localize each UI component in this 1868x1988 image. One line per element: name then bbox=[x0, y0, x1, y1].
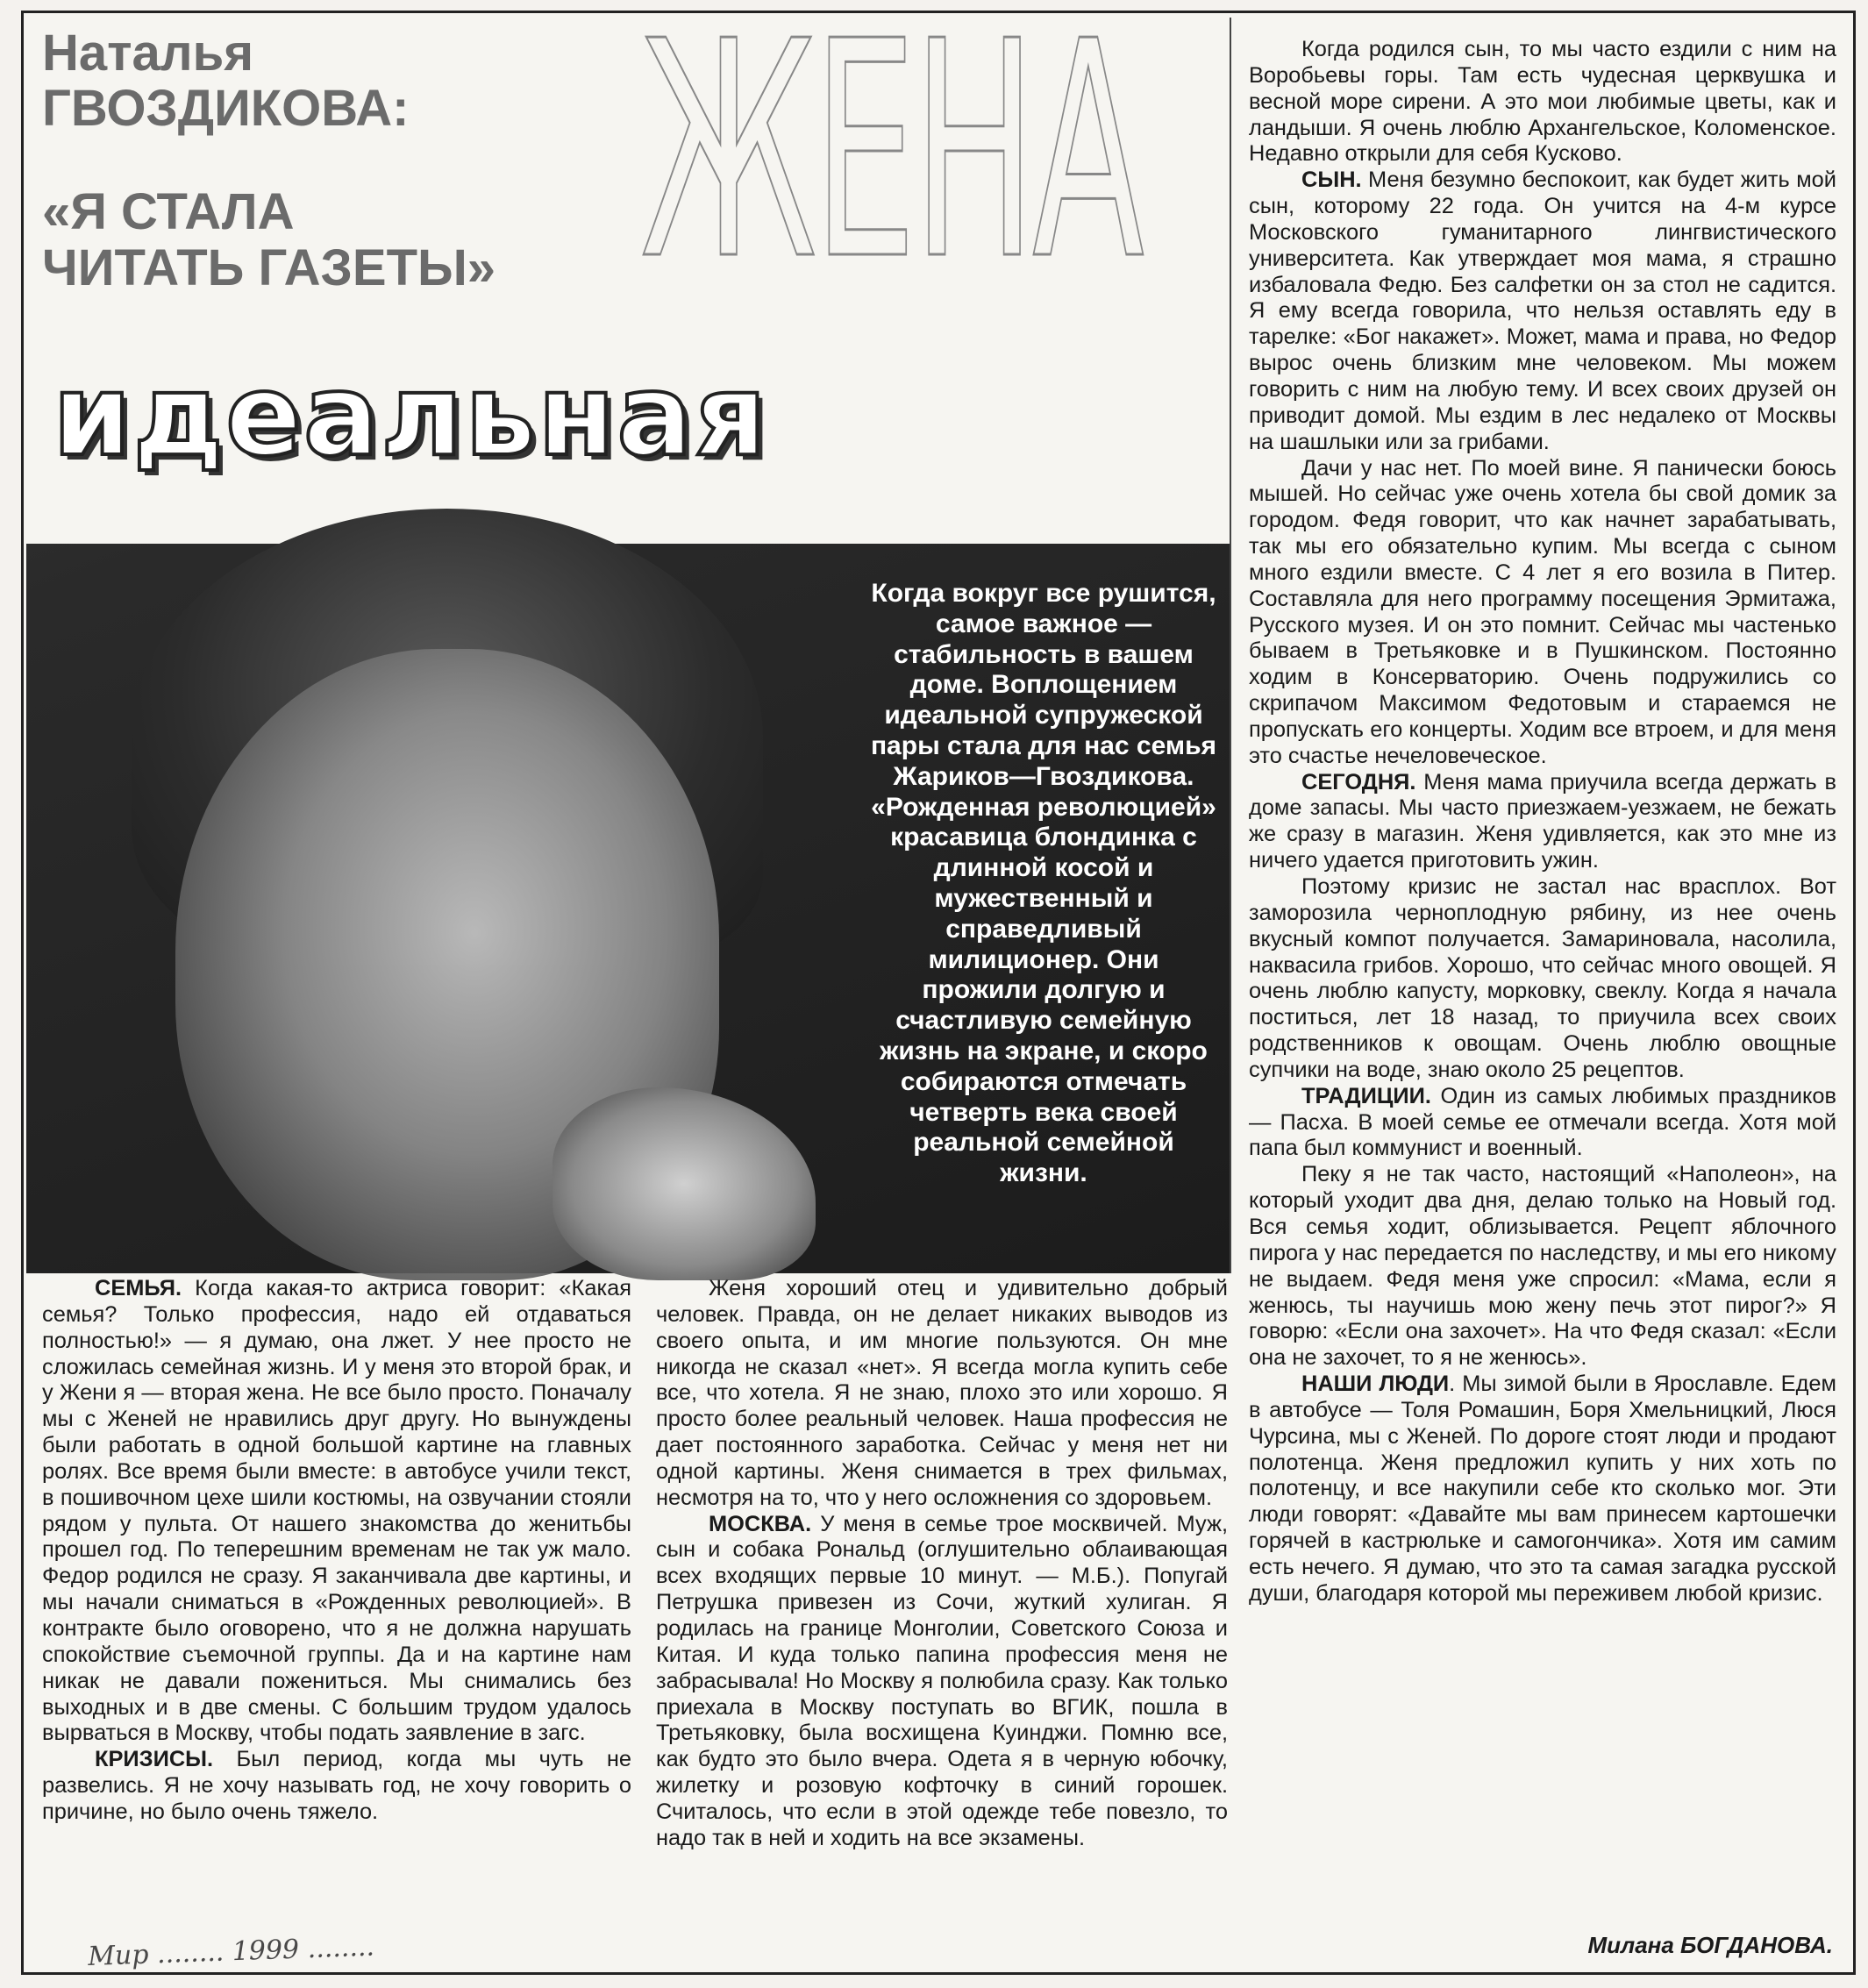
handwritten-note: Мир ........ 1999 ........ bbox=[87, 1931, 375, 1972]
headline-vertical-word: ЖЕНА bbox=[640, 0, 1141, 325]
article-paragraph bbox=[42, 1747, 631, 1826]
article-paragraph bbox=[656, 1512, 1228, 1852]
section-heading: НАШИ ЛЮДИ bbox=[1301, 1372, 1450, 1397]
paragraph-text: Женя хороший отец и удивительно добрый человек. Правда, он не делает никаких выводов из своего опыта, и им многие пользуются. Он мне никогда не сказал «нет». Я всегда могла купить себе все, что хотела. Я не знаю, плохо это или хорошо. Я просто более реальный человек. Наша профессия не дает постоянного заработка. Сейчас у меня нет ни одной картины. Женя снимается в трех фильмах, несмотря на то, что у него осложнения со здоровьем. bbox=[656, 1276, 1228, 1510]
column-divider bbox=[1230, 18, 1231, 1273]
paragraph-text: Меня безумно беспокоит, как будет жить мой сын, которому 22 года. Он учится на 4-м курсе Московского гуманитарного лингвистического университета. Как утверждает моя мама, я страшно избаловала Федю. Без салфетки он за стол не садится. Я ему всегда говорила, что нельзя оставлять еду в тарелке: «Бог накажет». Может, мама и права, но Федор вырос очень близким мне человеком. Мы можем говорить с ним на любую тему. И всех своих друзей он приводит домой. Мы ездим в лес недалеко от Москвы на шашлыки или за грибами. bbox=[1249, 167, 1836, 454]
paragraph-text: Один из самых любимых праздников — Пасха. В моей семье ее отмечали всегда. Хотя мой папа был коммунист и военный. bbox=[1249, 1083, 1836, 1161]
article-paragraph bbox=[1249, 456, 1836, 770]
middle-column bbox=[656, 1276, 1228, 1852]
article-paragraph bbox=[1249, 37, 1836, 167]
paragraph-text: Когда родился сын, то мы часто ездили с ним на Воробьевы горы. Там есть чудесная церквушка и весной море сирени. А это мои любимые цветы, как и ландыши. Я очень люблю Архангельское, Коломенское. Недавно открыли для себя Кусково. bbox=[1249, 37, 1836, 167]
paragraph-text: Поэтому кризис не застал нас врасплох. Вот заморозила черноплодную рябину, из нее очень вкусный компот получается. Замариновала, насолила, наквасила грибов. Хорошо, что сейчас много овощей. Я очень люблю капусту, морковку, свеклу. Когда я начала поститься, лет 18 назад, то приучила всех своих родственников к овощам. Очень люблю овощные супчики на воде, знаю около 25 рецептов. bbox=[1249, 874, 1836, 1082]
article-paragraph bbox=[1249, 1162, 1836, 1372]
section-heading: ТРАДИЦИИ. bbox=[1301, 1083, 1431, 1108]
headline-quote-line1: «Я СТАЛА bbox=[42, 183, 295, 240]
left-column bbox=[42, 1276, 631, 1826]
author-last-name: ГВОЗДИКОВА: bbox=[42, 79, 410, 137]
headline-quote bbox=[42, 184, 496, 296]
lead-paragraph: Когда вокруг все рушится, самое важное — стабильность в вашем доме. Воплощением идеальной супружеской пары стала для нас семья Жариков—Гвоздикова. «Рожденная революцией» красавица блондинка с длинной косой и мужественный и справедливый милиционер. Они прожили долгую и счастливую семейную жизнь на экране, и скоро собираются отмечать четверть века своей реальной семейной жизни. bbox=[870, 579, 1217, 1188]
section-heading: СЕГОДНЯ. bbox=[1301, 769, 1416, 794]
article-paragraph bbox=[1249, 167, 1836, 455]
author-name bbox=[42, 26, 410, 136]
headline-quote-line2: ЧИТАТЬ ГАЗЕТЫ» bbox=[42, 239, 496, 296]
section-heading: СЕМЬЯ. bbox=[95, 1276, 182, 1300]
section-heading: СЫН. bbox=[1301, 167, 1362, 193]
paragraph-text: Был период, когда мы чуть не развелись. Я не хочу называть год, не хочу говорить о причине, но было очень тяжело. bbox=[42, 1747, 631, 1824]
section-heading: КРИЗИСЫ. bbox=[95, 1747, 214, 1772]
paragraph-text: Когда какая-то актриса говорит: «Какая семья? Только профессия, надо ей отдаваться полностью!» — я думаю, она лжет. У нее просто не сложилась семейная жизнь. И у меня это второй брак, и у Жени я — вторая жена. Не все было просто. Поначалу мы с Женей не нравились друг другу. Но вынуждены были работать в одной большой картине на главных ролях. Все время были вместе: в автобусе учили текст, в пошивочном цехе шили костюмы, на озвучании стояли рядом у пульта. От нашего знакомства до женитьбы прошел год. По теперешним временам не так уж мало. Федор родился не сразу. Я заканчивала две картины, и мы начали сниматься в «Рожденных революцией». В контракте было оговорено, что я не должна нарушать спокойствие съемочной группы. Да и на картине нам никак не давали пожениться. Мы снимались без выходных и в две смены. С большим трудом удалось вырваться в Москву, чтобы подать заявление в загс. bbox=[42, 1276, 631, 1746]
paragraph-text: Дачи у нас нет. По моей вине. Я панически боюсь мышей. Но сейчас уже очень хотела бы свой домик за городом. Федя говорит, что как начнет зарабатывать, так мы его обязательно купим. Мы всегда с сыном много ездили вместе. С 4 лет я его возила в Питер. Составляла для него программу посещения Эрмитажа, Русского музея. И он это помнит. Сейчас мы частенько бываем в Третьяковке и в Пушкинском. Постоянно ходим в Консерваторию. Очень подружились со скрипачом Максимом Федотовым и стараемся не пропускать его концерты. Ходим все втроем, и для меня это счастье нечеловеческое. bbox=[1249, 455, 1836, 768]
headline-title: идеальная bbox=[53, 351, 768, 481]
section-heading: МОСКВА. bbox=[709, 1511, 812, 1536]
right-column bbox=[1249, 37, 1836, 1607]
article-paragraph bbox=[42, 1276, 631, 1747]
photo-hand bbox=[553, 1087, 816, 1280]
article-paragraph bbox=[1249, 1372, 1836, 1607]
article-paragraph bbox=[1249, 770, 1836, 874]
author-signature: Милана БОГДАНОВА. bbox=[1587, 1932, 1833, 1958]
article-paragraph bbox=[1249, 1084, 1836, 1163]
article-paragraph bbox=[1249, 874, 1836, 1084]
paragraph-text: Пеку я не так часто, настоящий «Наполеон», на который уходит два дня, делаю только на Новый год. Вся семья ходит, облизывается. Рецепт яблочного пирога у нас передается по наследству, и мы его никому не выдаем. Федя меня уже спросил: «Мама, если я женюсь, ты научишь мою жену печь этот пирог?» Я говорю: «Если она захочет». На что Федя сказал: «Если она не захочет, то я не женюсь». bbox=[1249, 1162, 1836, 1371]
paragraph-text: . Мы зимой были в Ярославле. Едем в автобусе — Толя Ромашин, Боря Хмельницкий, Люся Чурсина, мы с Женей. По дороге стоят люди и продают полотенца. Женя предложил купить у них хоть по полотенцу, и все накупили себе кто сколько мог. Эти люди говорят: «Давайте мы вам принесем картошечки горячей в кастрюльке и самогончика». Хотя им самим есть нечего. Я думаю, что это та самая загадка русской души, благодаря которой мы переживем любой кризис. bbox=[1249, 1372, 1836, 1606]
paragraph-text: У меня в семье трое москвичей. Муж, сын и собака Рональд (оглушительно облаивающая всех входящих первые 10 минут. — М.Б.). Попугай Петрушка привезен из Сочи, жуткий хулиган. Я родилась на границе Монголии, Советского Союза и Китая. И куда только папина профессия меня не забрасывала! Но Москву я полюбила сразу. Как только приехала в Москву поступать во ВГИК, пошла в Третьяковку, была восхищена Куинджи. Помню все, как будто это было вчера. Одета я в черную юбочку, жилетку и розовую кофточку в синий горошек. Считалось, что если в этой одежде тебе повезло, то надо так в ней и ходить на все экзамены. bbox=[656, 1511, 1228, 1850]
article-paragraph bbox=[656, 1276, 1228, 1512]
author-first-name: Наталья bbox=[42, 25, 254, 82]
paragraph-text: Меня мама приучила всегда держать в доме запасы. Мы часто приезжаем-уезжаем, не бежать же сразу в магазин. Женя удивляется, как это мне из ничего удается приготовить ужин. bbox=[1249, 769, 1836, 873]
